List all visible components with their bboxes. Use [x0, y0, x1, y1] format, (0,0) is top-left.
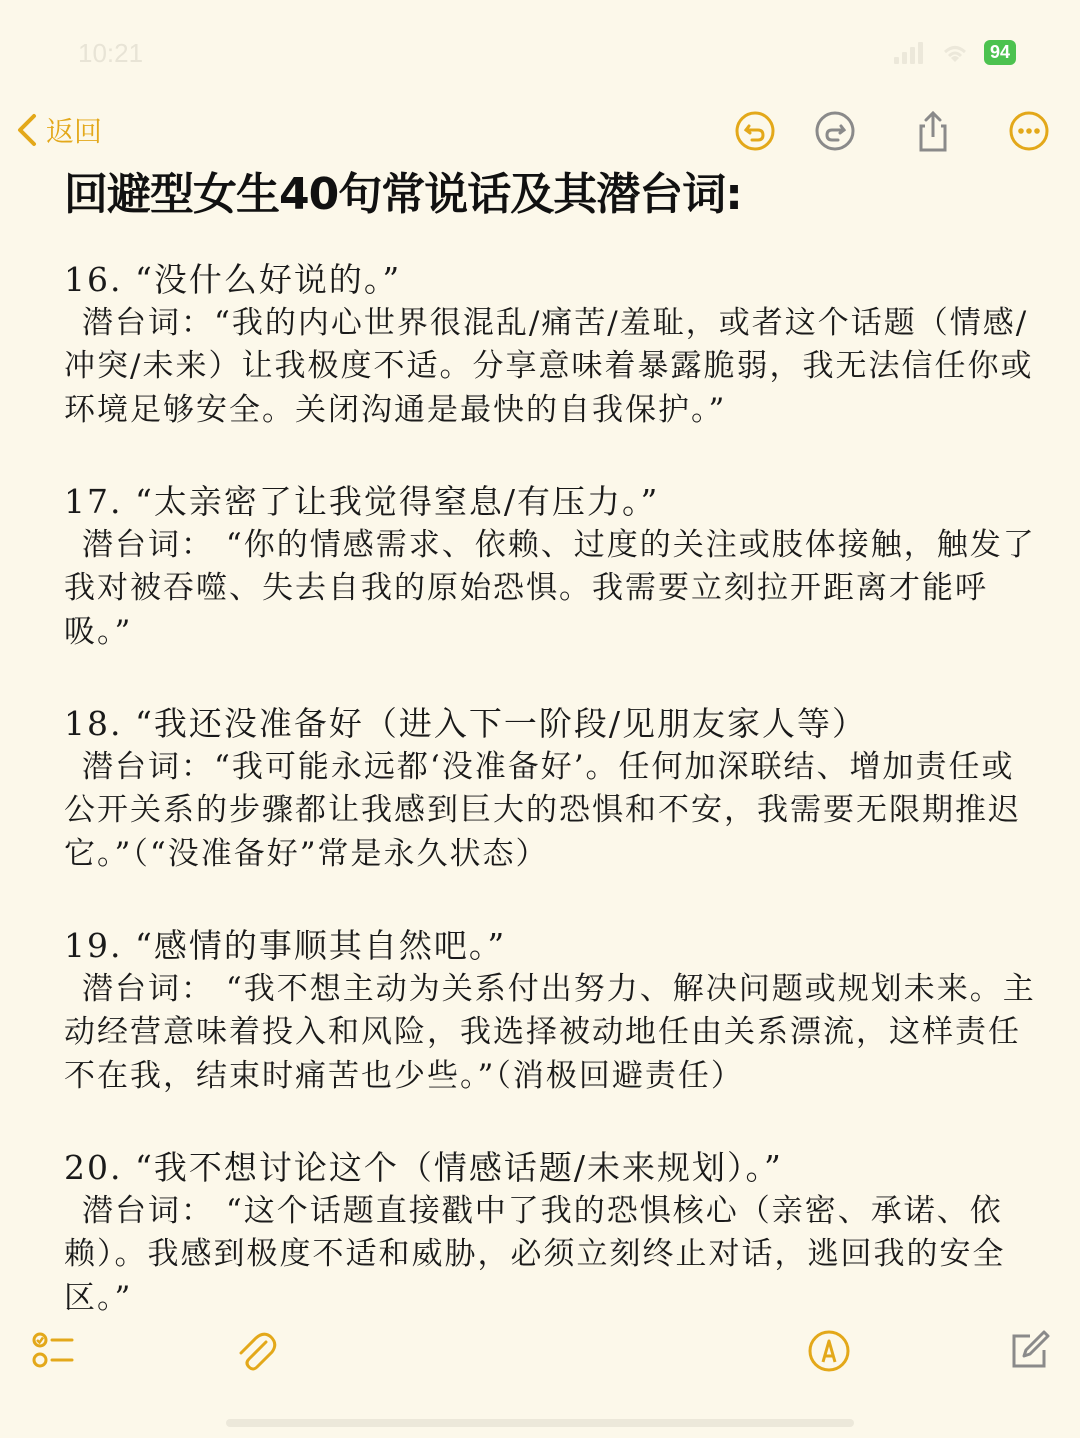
paperclip-icon[interactable]	[232, 1328, 278, 1374]
entry-subtext: 潜台词： “你的情感需求、依赖、过度的关注或肢体接触，触发了我对被吞噬、失去自我的原始恐惧。我需要立刻拉开距离才能呼吸。”	[64, 526, 1036, 650]
list-item	[64, 258, 1039, 432]
redo-icon[interactable]	[814, 110, 856, 152]
note-body[interactable]	[64, 258, 1039, 1368]
entry-subtext: 潜台词：“我可能永远都‘没准备好’。任何加深联结、增加责任或公开关系的步骤都让我感到巨大的恐惧和不安，我需要无限期推迟它。”（“没准备好”常是永久状态）	[64, 748, 1021, 872]
list-item	[64, 1146, 1039, 1320]
entry-heading: 19. “感情的事顺其自然吧。”	[64, 926, 507, 965]
entry-heading: 17. “太亲密了让我觉得窒息/有压力。”	[64, 482, 660, 521]
entry-heading: 18. “我还没准备好（进入下一阶段/见朋友家人等）	[64, 704, 867, 743]
note-title[interactable]: 回避型女生40句常说话及其潜台词:	[64, 169, 742, 220]
list-item	[64, 924, 1039, 1098]
undo-icon[interactable]	[734, 110, 776, 152]
note-toolbar	[0, 100, 1080, 160]
status-time: 10:21	[78, 38, 144, 68]
home-indicator[interactable]	[226, 1419, 854, 1427]
wifi-icon	[940, 42, 970, 64]
list-item	[64, 480, 1039, 654]
entry-subtext: 潜台词： “这个话题直接戳中了我的恐惧核心（亲密、承诺、依赖）。我感到极度不适和威胁，必须立刻终止对话，逃回我的安全区。”	[64, 1192, 1006, 1316]
more-options-icon[interactable]	[1008, 110, 1050, 152]
entry-heading: 20. “我不想讨论这个（情感话题/未来规划）。”	[64, 1148, 783, 1187]
entry-subtext: 潜台词： “我不想主动为关系付出努力、解决问题或规划未来。主动经营意味着投入和风险，我选择被动地任由关系漂流，这样责任不在我，结束时痛苦也少些。”（消极回避责任）	[64, 970, 1036, 1094]
bottom-toolbar	[0, 1322, 1080, 1382]
battery-indicator: 94	[984, 40, 1016, 65]
back-label: 返回	[46, 115, 103, 148]
back-button[interactable]	[14, 110, 102, 150]
status-bar	[0, 0, 1080, 90]
entry-heading: 16. “没什么好说的。”	[64, 260, 402, 299]
share-icon[interactable]	[912, 110, 954, 152]
markup-pen-icon[interactable]	[806, 1328, 852, 1374]
list-item	[64, 702, 1039, 876]
status-icons	[894, 40, 1016, 65]
checklist-icon[interactable]	[30, 1328, 76, 1374]
compose-icon[interactable]	[1006, 1328, 1052, 1374]
cellular-signal-icon	[894, 42, 926, 64]
entry-subtext: 潜台词：“我的内心世界很混乱/痛苦/羞耻，或者这个话题（情感/冲突/未来）让我极度不适。分享意味着暴露脆弱，我无法信任你或环境足够安全。关闭沟通是最快的自我保护。”	[64, 304, 1034, 428]
chevron-left-icon	[14, 112, 40, 148]
